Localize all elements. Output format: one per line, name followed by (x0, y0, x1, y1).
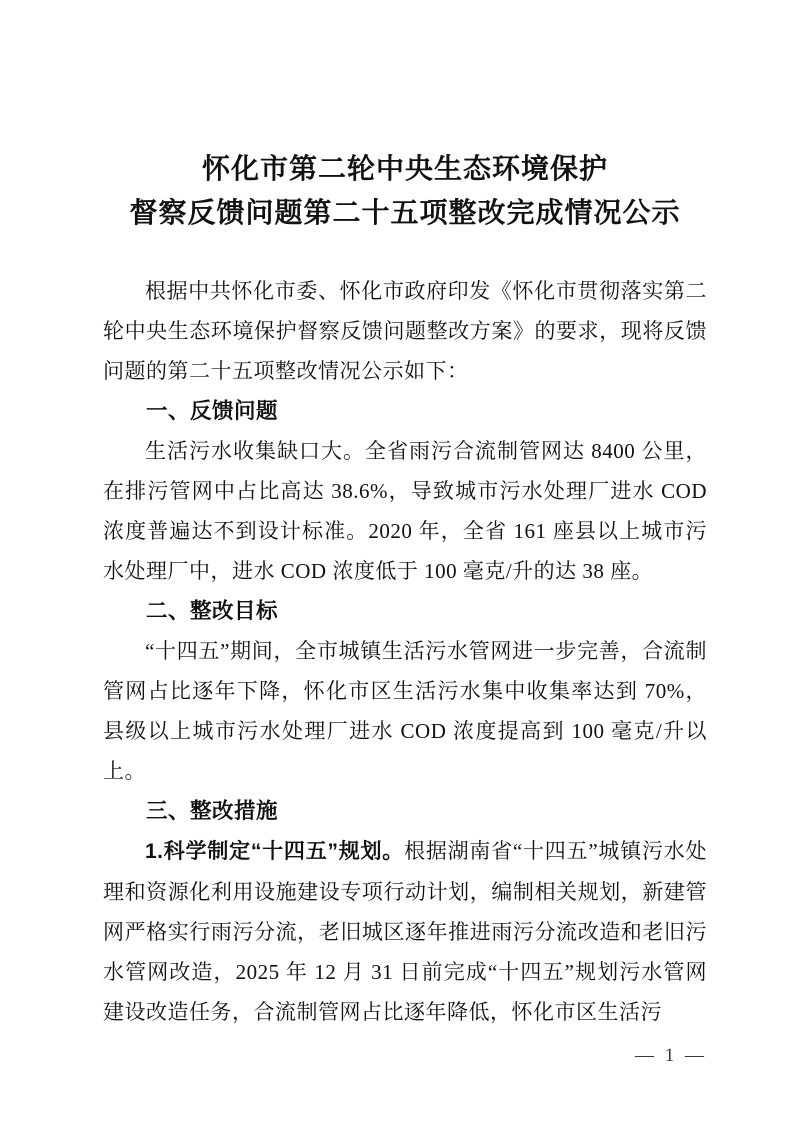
measure-1-text: 根据湖南省“十四五”城镇污水处理和资源化利用设施建设专项行动计划，编制相关规划，新建管网严格实行雨污分流，老旧城区逐年推进雨污分流改造和老旧污水管网改造，2025 年 12 月 31 日前完成“十四五”规划污水管网建设改造任务，合流制管网占比逐年降低，怀化市区生活污 (103, 839, 708, 1024)
rectification-target-paragraph: “十四五”期间，全市城镇生活污水管网进一步完善，合流制管网占比逐年下降，怀化市区生活污水集中收集率达到 70%，县级以上城市污水处理厂进水 COD 浓度提高到 100 毫克/升以上。 (103, 639, 707, 783)
section-heading-rectification-target: 二、整改目标 (146, 599, 279, 623)
measure-1-paragraph (103, 831, 707, 1032)
document-title (103, 147, 707, 235)
document-title-line-1: 怀化市第二轮中央生态环境保护 (201, 153, 608, 184)
measure-1-title: 1.科学制定“十四五”规划。 (145, 840, 405, 863)
feedback-problem-paragraph: 生活污水收集缺口大。全省雨污合流制管网达 8400 公里，在排污管网中占比高达 38.6%，导致城市污水处理厂进水 COD 浓度普遍达不到设计标准。2020 年，全省 161 座县以上城市污水处理厂中，进水 COD 浓度低于 100 毫克/升的达 38 座。 (103, 439, 707, 583)
intro-paragraph: 根据中共怀化市委、怀化市政府印发《怀化市贯彻落实第二轮中央生态环境保护督察反馈问题整改方案》的要求，现将反馈问题的第二十五项整改情况公示如下： (103, 279, 707, 383)
section-heading-feedback-problem: 一、反馈问题 (146, 399, 279, 423)
document-title-line-2: 督察反馈问题第二十五项整改完成情况公示 (129, 197, 681, 228)
page-number: — 1 — (635, 1045, 707, 1066)
section-heading-rectification-measures: 三、整改措施 (146, 799, 279, 823)
